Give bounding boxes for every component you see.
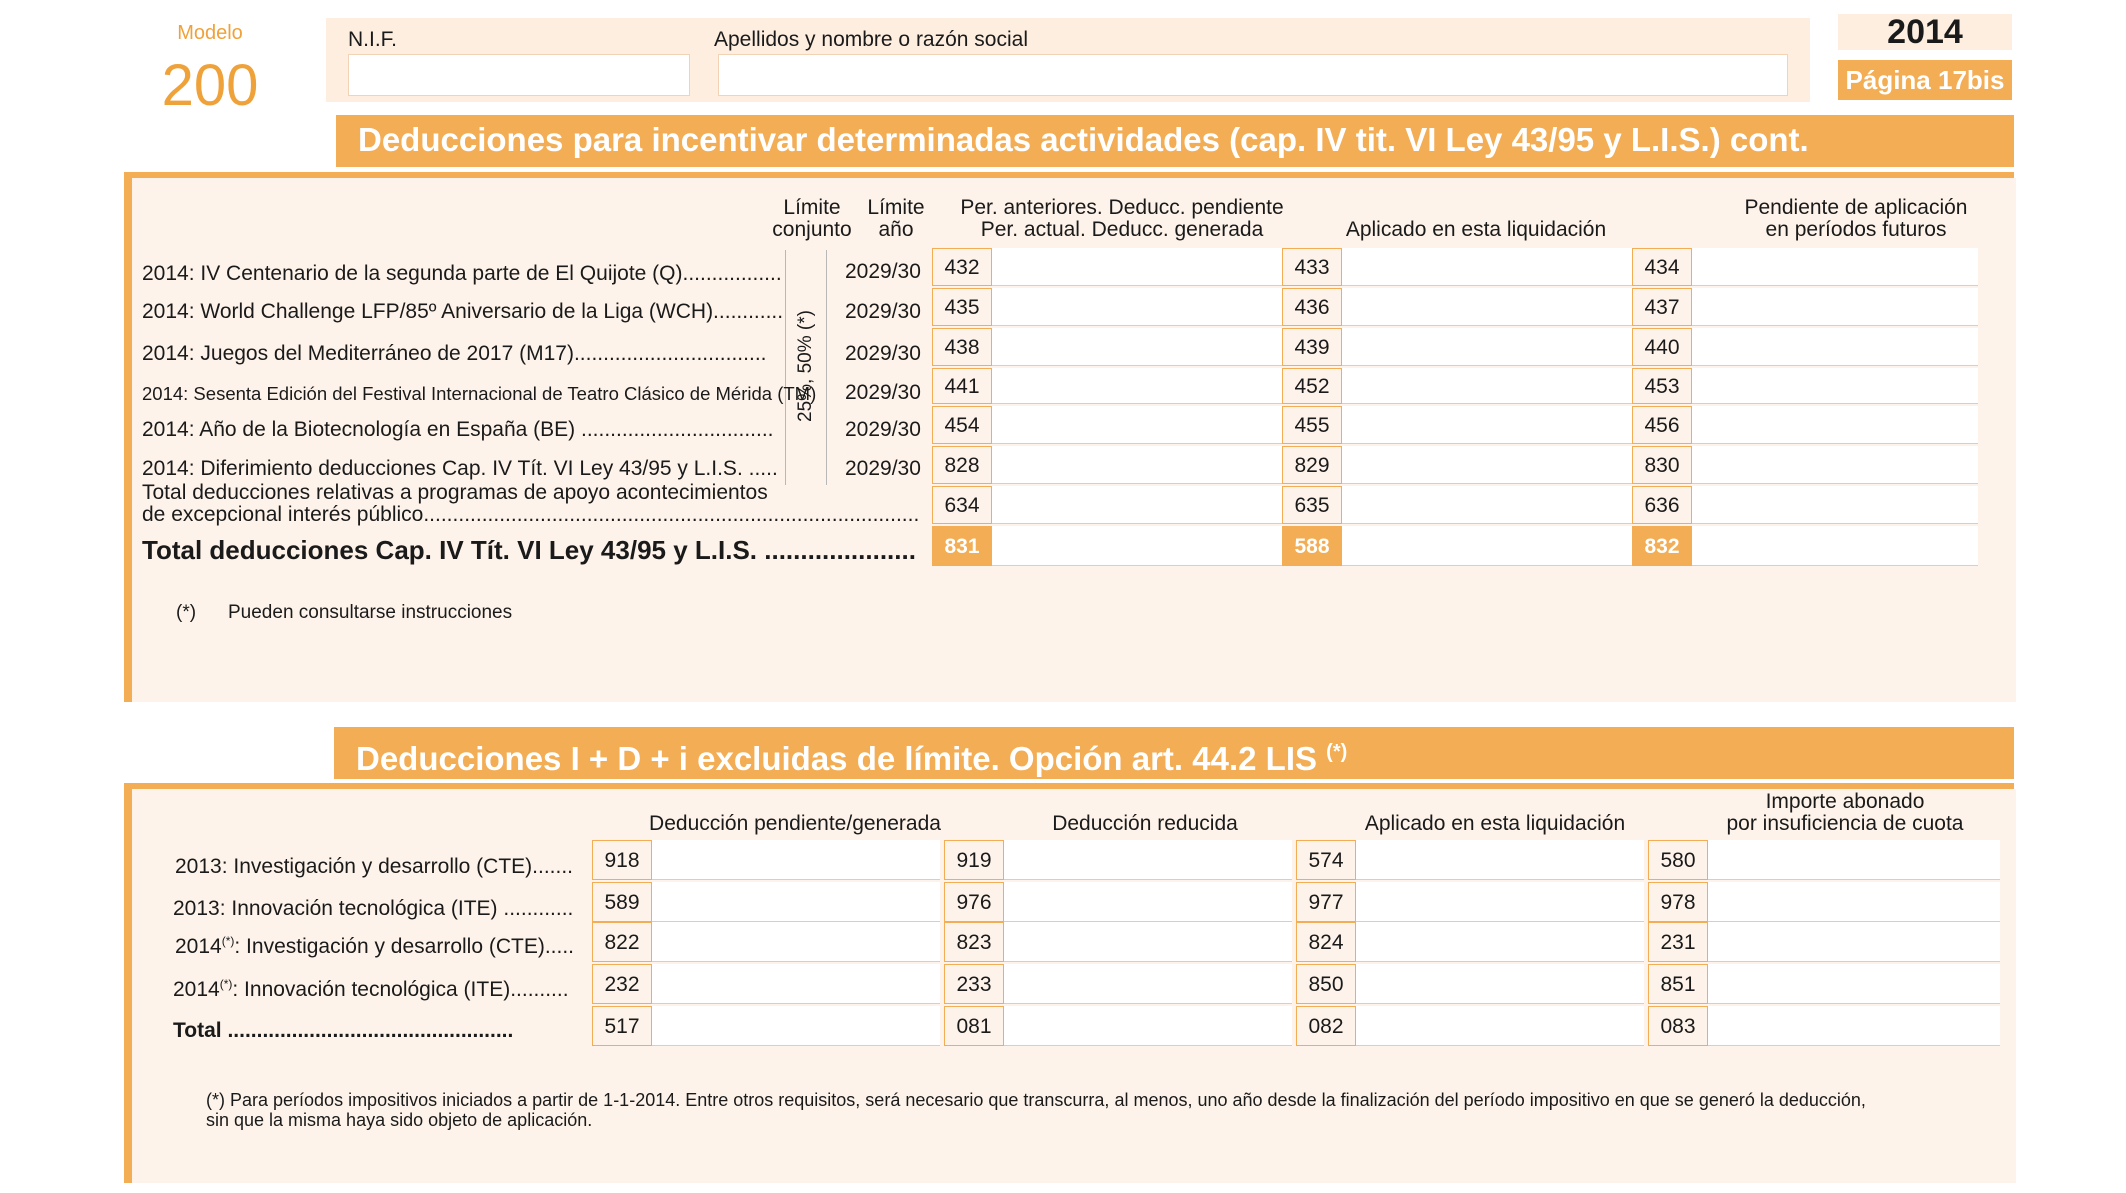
field-432[interactable]	[992, 248, 1282, 286]
field2-517[interactable]	[652, 1006, 940, 1046]
field-433[interactable]	[1342, 248, 1632, 286]
field2-233[interactable]	[1004, 964, 1292, 1004]
box2-code-977: 977	[1296, 882, 1356, 922]
field-437[interactable]	[1692, 288, 1978, 326]
box-code-635: 635	[1282, 486, 1342, 524]
row-year-diferimiento: 2029/30	[845, 457, 921, 480]
field-439[interactable]	[1342, 328, 1632, 366]
year-label: 2014	[1838, 14, 2012, 50]
nif-label: N.I.F.	[348, 28, 398, 51]
limite-conjunto-divider-left	[785, 250, 786, 485]
box-code-832: 832	[1632, 526, 1692, 566]
section2-footnote: (*) Para períodos impositivos iniciados a partir de 1-1-2014. Entre otros requisitos, será necesario que transcurra, al menos, uno año desde la finalización del período impositivo en que se generó la deducción, sin que la misma haya sido objeto de aplicación.	[206, 1090, 1866, 1130]
field2-082[interactable]	[1356, 1006, 1644, 1046]
section2-title: Deducciones I + D + i excluidas de límite. Opción art. 44.2 LIS (*)	[334, 727, 2014, 779]
box-code-456: 456	[1632, 406, 1692, 444]
header-limite-conjunto: Límite conjunto	[772, 196, 852, 241]
box-code-634: 634	[932, 486, 992, 524]
box-code-455: 455	[1282, 406, 1342, 444]
box2-code-574: 574	[1296, 840, 1356, 880]
header-pendiente-futuros: Pendiente de aplicación en períodos futuros	[1744, 196, 1968, 241]
field-588[interactable]	[1342, 526, 1632, 566]
box2-code-851: 851	[1648, 964, 1708, 1004]
field-636[interactable]	[1692, 486, 1978, 524]
field-435[interactable]	[992, 288, 1282, 326]
box2-code-850: 850	[1296, 964, 1356, 1004]
header2-importe-abonado: Importe abonado por insuficiencia de cuota	[1726, 790, 1964, 835]
field2-083[interactable]	[1708, 1006, 2000, 1046]
box2-code-083: 083	[1648, 1006, 1708, 1046]
field-831[interactable]	[992, 526, 1282, 566]
box-code-432: 432	[932, 248, 992, 286]
field-455[interactable]	[1342, 406, 1632, 444]
field2-850[interactable]	[1356, 964, 1644, 1004]
box-code-454: 454	[932, 406, 992, 444]
row-label-total: Total deducciones Cap. IV Tít. VI Ley 43/95 y L.I.S. .....................	[142, 535, 916, 565]
box-code-828: 828	[932, 446, 992, 484]
field-452[interactable]	[1342, 368, 1632, 404]
header2-deduccion-pendiente: Deducción pendiente/generada	[649, 812, 941, 835]
row-label-diferimiento: 2014: Diferimiento deducciones Cap. IV Tít. VI Ley 43/95 y L.I.S. .....	[142, 457, 778, 480]
header2-aplicado: Aplicado en esta liquidación	[1364, 812, 1626, 835]
nif-field[interactable]	[348, 54, 690, 96]
section1-left-rule	[124, 172, 132, 702]
field2-824[interactable]	[1356, 922, 1644, 962]
field2-977[interactable]	[1356, 882, 1644, 922]
limite-conjunto-note: 25%, 50% (*)	[795, 310, 816, 422]
field2-918[interactable]	[652, 840, 940, 880]
row-year-biotec: 2029/30	[845, 418, 921, 441]
box2-code-976: 976	[944, 882, 1004, 922]
row2-label-cte-2013: 2013: Investigación y desarrollo (CTE).......	[175, 855, 574, 878]
field-441[interactable]	[992, 368, 1282, 404]
row-year-wch: 2029/30	[845, 300, 921, 323]
box-code-588: 588	[1282, 526, 1342, 566]
field-829[interactable]	[1342, 446, 1632, 484]
field2-081[interactable]	[1004, 1006, 1292, 1046]
row-label-biotec: 2014: Año de la Biotecnología en España (BE) .................................	[142, 418, 774, 441]
field-454[interactable]	[992, 406, 1282, 444]
box2-code-081: 081	[944, 1006, 1004, 1046]
field-832[interactable]	[1692, 526, 1978, 566]
header-aplicado: Aplicado en esta liquidación	[1345, 218, 1607, 241]
box-code-441: 441	[932, 368, 992, 404]
section1-footnote-text: Pueden consultarse instrucciones	[228, 602, 513, 623]
field2-851[interactable]	[1708, 964, 2000, 1004]
box-code-829: 829	[1282, 446, 1342, 484]
box-code-440: 440	[1632, 328, 1692, 366]
box2-code-919: 919	[944, 840, 1004, 880]
field-440[interactable]	[1692, 328, 1978, 366]
box-code-434: 434	[1632, 248, 1692, 286]
row2-label-cte-2014: 2014(*): Investigación y desarrollo (CTE).....	[175, 934, 575, 958]
box-code-437: 437	[1632, 288, 1692, 326]
box-code-435: 435	[932, 288, 992, 326]
row2-label-total: Total .................................................	[173, 1019, 514, 1042]
box2-code-231: 231	[1648, 922, 1708, 962]
box2-code-082: 082	[1296, 1006, 1356, 1046]
row2-label-ite-2013: 2013: Innovación tecnológica (ITE) ............	[173, 897, 574, 920]
box-code-452: 452	[1282, 368, 1342, 404]
section1-footnote-mark: (*)	[176, 602, 197, 623]
name-label: Apellidos y nombre o razón social	[714, 28, 1028, 51]
box2-code-824: 824	[1296, 922, 1356, 962]
box2-code-823: 823	[944, 922, 1004, 962]
field2-231[interactable]	[1708, 922, 2000, 962]
field2-589[interactable]	[652, 882, 940, 922]
header-limite-anio: Límite año	[867, 196, 925, 241]
page-label: Página 17bis	[1838, 60, 2012, 100]
box-code-433: 433	[1282, 248, 1342, 286]
field2-822[interactable]	[652, 922, 940, 962]
box2-code-589: 589	[592, 882, 652, 922]
box-code-439: 439	[1282, 328, 1342, 366]
header2-deduccion-reducida: Deducción reducida	[1052, 812, 1238, 835]
box-code-453: 453	[1632, 368, 1692, 404]
limite-conjunto-divider-right	[826, 250, 827, 485]
field2-232[interactable]	[652, 964, 940, 1004]
box2-code-232: 232	[592, 964, 652, 1004]
box2-code-978: 978	[1648, 882, 1708, 922]
row-label-quijote: 2014: IV Centenario de la segunda parte de El Quijote (Q).................	[142, 262, 782, 285]
row2-label-ite-2014: 2014(*): Innovación tecnológica (ITE)..........	[173, 977, 569, 1001]
field2-574[interactable]	[1356, 840, 1644, 880]
box-code-830: 830	[1632, 446, 1692, 484]
row-year-m17: 2029/30	[845, 342, 921, 365]
modelo-label: Modelo	[177, 22, 243, 44]
field-434[interactable]	[1692, 248, 1978, 286]
row-label-wch: 2014: World Challenge LFP/85º Aniversario de la Liga (WCH)............	[142, 300, 784, 323]
row-label-total-programas: Total deducciones relativas a programas de apoyo acontecimientos de excepcional interés público.....................................................................................	[142, 481, 920, 526]
section1-title: Deducciones para incentivar determinadas actividades (cap. IV tit. VI Ley 43/95 y L.I.S.) cont.	[336, 115, 2014, 167]
field2-823[interactable]	[1004, 922, 1292, 962]
field-828[interactable]	[992, 446, 1282, 484]
box-code-436: 436	[1282, 288, 1342, 326]
box-code-438: 438	[932, 328, 992, 366]
box-code-636: 636	[1632, 486, 1692, 524]
box2-code-580: 580	[1648, 840, 1708, 880]
row-year-quijote: 2029/30	[845, 260, 921, 283]
field2-580[interactable]	[1708, 840, 2000, 880]
box2-code-517: 517	[592, 1006, 652, 1046]
modelo-number: 200	[161, 53, 259, 118]
field-456[interactable]	[1692, 406, 1978, 444]
box2-code-918: 918	[592, 840, 652, 880]
name-field[interactable]	[718, 54, 1788, 96]
field-634[interactable]	[992, 486, 1282, 524]
field-438[interactable]	[992, 328, 1282, 366]
field-830[interactable]	[1692, 446, 1978, 484]
field-453[interactable]	[1692, 368, 1978, 404]
box-code-831: 831	[932, 526, 992, 566]
field2-976[interactable]	[1004, 882, 1292, 922]
box2-code-233: 233	[944, 964, 1004, 1004]
identification-box	[326, 18, 1810, 102]
row-label-m17: 2014: Juegos del Mediterráneo de 2017 (M17).................................	[142, 342, 767, 365]
field-635[interactable]	[1342, 486, 1632, 524]
row-label-merida: 2014: Sesenta Edición del Festival Internacional de Teatro Clásico de Mérida (TM)	[142, 383, 817, 404]
section2-left-rule	[124, 783, 132, 1183]
box2-code-822: 822	[592, 922, 652, 962]
header-deducc-pendiente: Per. anteriores. Deducc. pendiente Per. actual. Deducc. generada	[960, 196, 1284, 241]
field-436[interactable]	[1342, 288, 1632, 326]
field2-978[interactable]	[1708, 882, 2000, 922]
field2-919[interactable]	[1004, 840, 1292, 880]
row-year-merida: 2029/30	[845, 381, 921, 404]
